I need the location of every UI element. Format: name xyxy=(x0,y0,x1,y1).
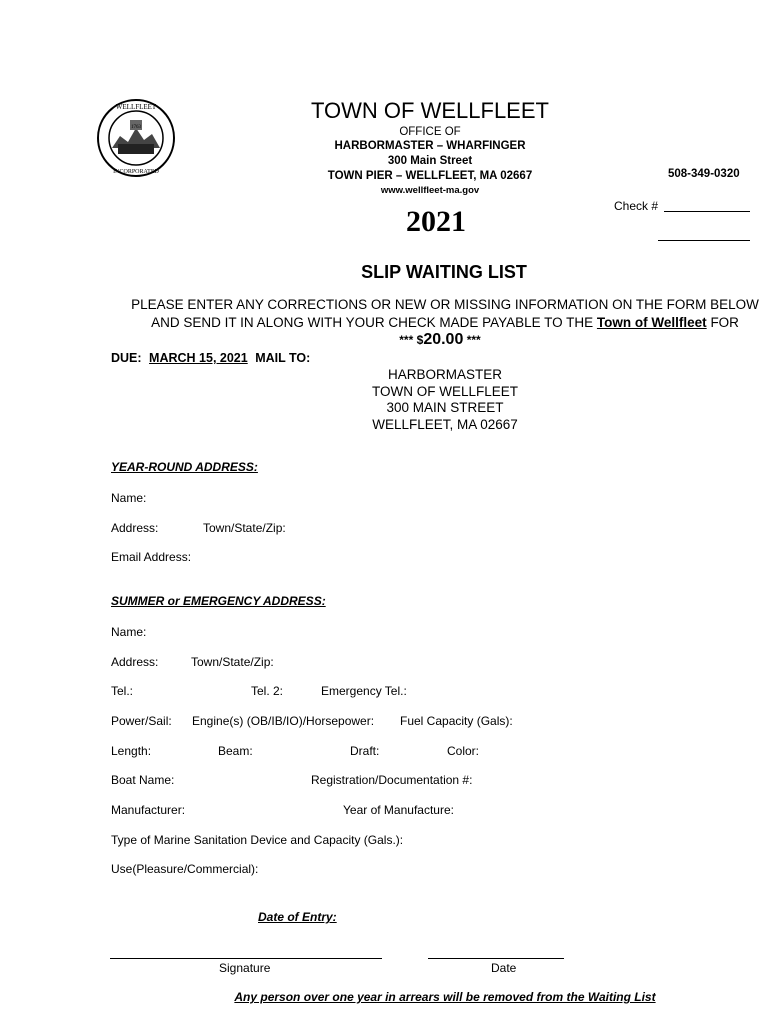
summer-address-heading: SUMMER or EMERGENCY ADDRESS: xyxy=(111,594,326,608)
emergency-tel-label: Emergency Tel.: xyxy=(321,684,407,698)
summer-address-label: Address: xyxy=(111,655,159,669)
form-year: 2021 xyxy=(406,205,466,238)
date-line xyxy=(428,958,564,959)
instructions-line-2 xyxy=(0,315,770,330)
due-label: DUE: xyxy=(111,351,142,365)
fee-stars-left: *** xyxy=(399,333,414,347)
office-pier-address: TOWN PIER – WELLFLEET, MA 02667 xyxy=(327,170,533,182)
instructions-line-1: PLEASE ENTER ANY CORRECTIONS OR NEW OR MISSING INFORMATION ON THE FORM BELOW xyxy=(131,297,759,312)
color-label: Color: xyxy=(447,744,480,758)
instructions-text: AND SEND IT IN ALONG WITH YOUR CHECK MADE PAYABLE TO THE xyxy=(151,315,594,330)
year-round-name-label: Name: xyxy=(111,491,147,505)
due-date: MARCH 15, 2021 xyxy=(149,351,248,365)
mail-address-line-1: HARBORMASTER xyxy=(387,367,502,382)
office-name: HARBORMASTER – WHARFINGER xyxy=(334,140,526,152)
tel2-label: Tel. 2: xyxy=(251,684,284,698)
fee-stars-right: *** xyxy=(466,333,481,347)
phone-number: 508-349-0320 xyxy=(668,168,740,180)
fee-amount: 20.00 xyxy=(423,331,464,348)
year-round-heading: YEAR-ROUND ADDRESS: xyxy=(111,460,258,474)
length-label: Length: xyxy=(111,744,152,758)
summer-name-label: Name: xyxy=(111,625,147,639)
use-label: Use(Pleasure/Commercial): xyxy=(111,862,259,876)
mail-to-label: MAIL TO: xyxy=(255,351,311,365)
fee-currency: $ xyxy=(416,333,424,347)
form-title: SLIP WAITING LIST xyxy=(361,262,527,282)
fuel-capacity-label: Fuel Capacity (Gals): xyxy=(400,714,513,728)
due-line xyxy=(111,351,310,365)
manufacturer-label: Manufacturer: xyxy=(111,803,186,817)
year-round-address-label: Address: xyxy=(111,521,159,535)
signature-line xyxy=(110,958,382,959)
check-number-label: Check # xyxy=(614,199,659,213)
year-round-town-state-zip-label: Town/State/Zip: xyxy=(203,521,286,535)
town-title: TOWN OF WELLFLEET xyxy=(311,98,549,123)
summer-town-state-zip-label: Town/State/Zip: xyxy=(191,655,274,669)
arrears-notice: Any person over one year in arrears will be removed from the Waiting List xyxy=(234,990,656,1004)
registration-label: Registration/Documentation #: xyxy=(311,773,473,787)
date-of-entry-label: Date of Entry: xyxy=(258,910,337,924)
boat-name-label: Boat Name: xyxy=(111,773,175,787)
fee-line xyxy=(0,331,770,349)
blank-line xyxy=(658,240,750,241)
signature-label: Signature xyxy=(219,961,271,975)
svg-text:1763: 1763 xyxy=(131,125,141,130)
year-round-email-label: Email Address: xyxy=(111,550,192,564)
marine-sanitation-label: Type of Marine Sanitation Device and Capacity (Gals.): xyxy=(111,833,404,847)
beam-label: Beam: xyxy=(218,744,253,758)
engines-label: Engine(s) (OB/IB/IO)/Horsepower: xyxy=(192,714,375,728)
mail-address-line-3: 300 MAIN STREET xyxy=(386,400,504,415)
svg-text:WELLFLEET: WELLFLEET xyxy=(115,103,157,111)
instructions-for: FOR xyxy=(710,315,739,330)
date-label: Date xyxy=(491,961,517,975)
draft-label: Draft: xyxy=(350,744,380,758)
mail-address-line-2: TOWN OF WELLFLEET xyxy=(371,384,518,399)
power-sail-label: Power/Sail: xyxy=(111,714,172,728)
year-of-manufacture-label: Year of Manufacture: xyxy=(343,803,454,817)
office-of-label: OFFICE OF xyxy=(399,126,461,138)
svg-text:INCORPORATED: INCORPORATED xyxy=(113,169,159,175)
website-link[interactable]: www.wellfleet-ma.gov xyxy=(380,185,480,196)
payee-name: Town of Wellfleet xyxy=(596,315,707,330)
mail-address-line-4: WELLFLEET, MA 02667 xyxy=(372,417,518,432)
tel-label: Tel.: xyxy=(111,684,134,698)
office-street: 300 Main Street xyxy=(387,155,473,167)
